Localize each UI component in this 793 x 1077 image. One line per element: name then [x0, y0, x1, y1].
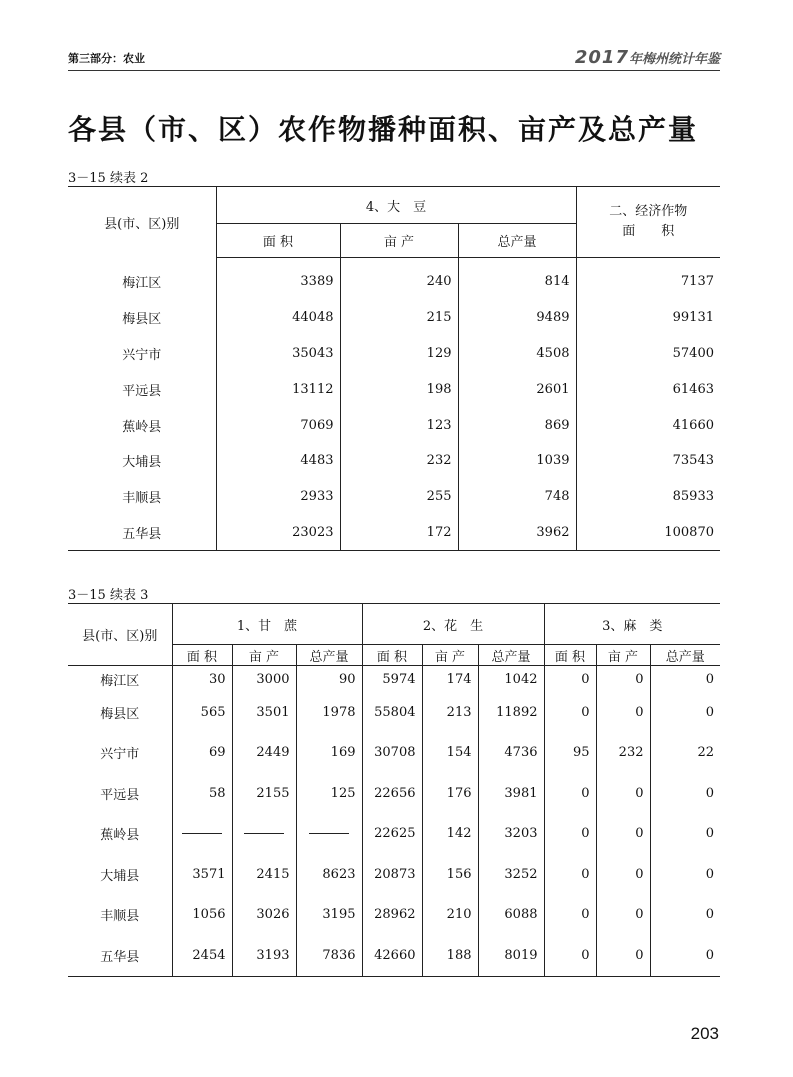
value-cell: 0	[650, 935, 720, 976]
table-row	[68, 407, 720, 443]
table1-caption: 3－15 续表 2	[68, 171, 149, 186]
value-cell: 9489	[458, 300, 576, 336]
table-row	[68, 895, 720, 936]
region-cell: 蕉岭县	[100, 828, 140, 844]
value-cell: 213	[422, 692, 478, 733]
value-cell: 255	[340, 479, 458, 515]
region-cell: 梅县区	[122, 312, 162, 328]
page-title: 各县（市、区）农作物播种面积、亩产及总产量	[68, 113, 699, 146]
value-cell: 73543	[576, 443, 720, 479]
value-cell: 22	[650, 733, 720, 774]
value-cell: 0	[650, 773, 720, 814]
value-cell: 3203	[478, 814, 544, 855]
region-cell: 兴宁市	[122, 347, 162, 363]
value-cell: 174	[422, 666, 478, 693]
value-cell: 85933	[576, 479, 720, 515]
yearbook-label	[575, 47, 720, 68]
subcol-header: 亩 产	[232, 645, 296, 666]
subcol-header: 总产量	[650, 645, 720, 666]
value-cell: 22656	[362, 773, 422, 814]
subcol-header: 总产量	[478, 645, 544, 666]
subcol-header: 亩 产	[340, 224, 458, 258]
value-cell: 1039	[458, 443, 576, 479]
value-cell: 1056	[172, 895, 232, 936]
value-cell: 240	[340, 264, 458, 300]
value-cell: 58	[172, 773, 232, 814]
value-cell: 23023	[216, 515, 340, 551]
yearbook-name: 年梅州统计年鉴	[628, 52, 720, 67]
table-row	[68, 371, 720, 407]
value-cell: 4483	[216, 443, 340, 479]
subcol-header: 总产量	[296, 645, 362, 666]
no-data-dash	[182, 833, 222, 834]
table-row	[68, 733, 720, 774]
value-cell: 0	[544, 666, 596, 693]
row-header: 县(市、区)别	[104, 216, 180, 232]
value-cell: 0	[596, 692, 650, 733]
value-cell: 125	[296, 773, 362, 814]
dash-cell	[296, 814, 362, 855]
value-cell: 123	[340, 407, 458, 443]
value-cell: 69	[172, 733, 232, 774]
value-cell: 41660	[576, 407, 720, 443]
region-cell: 大埔县	[122, 455, 162, 471]
value-cell: 198	[340, 371, 458, 407]
subcol-header: 面 积	[544, 645, 596, 666]
extra-col-header-line2: 面 积	[622, 224, 675, 239]
value-cell: 176	[422, 773, 478, 814]
subcol-header: 面 积	[172, 645, 232, 666]
value-cell: 3193	[232, 935, 296, 976]
value-cell: 0	[544, 854, 596, 895]
group-header: 3、麻 类	[544, 604, 720, 645]
table-row	[68, 935, 720, 976]
value-cell: 61463	[576, 371, 720, 407]
value-cell: 1978	[296, 692, 362, 733]
subcol-header: 总产量	[458, 224, 576, 258]
value-cell: 0	[596, 895, 650, 936]
value-cell: 0	[544, 935, 596, 976]
value-cell: 99131	[576, 300, 720, 336]
value-cell: 172	[340, 515, 458, 551]
value-cell: 0	[596, 666, 650, 693]
value-cell: 3501	[232, 692, 296, 733]
value-cell: 142	[422, 814, 478, 855]
subcol-header: 面 积	[362, 645, 422, 666]
running-header	[68, 48, 720, 71]
table-row	[68, 666, 720, 693]
value-cell: 95	[544, 733, 596, 774]
value-cell: 11892	[478, 692, 544, 733]
table-row	[68, 515, 720, 551]
region-cell: 丰顺县	[100, 909, 140, 925]
table-row	[68, 443, 720, 479]
value-cell: 0	[596, 773, 650, 814]
value-cell: 3000	[232, 666, 296, 693]
group-header: 2、花 生	[362, 604, 544, 645]
region-cell: 五华县	[100, 949, 140, 965]
value-cell: 0	[650, 814, 720, 855]
table-row	[68, 300, 720, 336]
extra-col-header-line1: 二、经济作物	[609, 204, 688, 219]
table1-body	[68, 264, 720, 551]
value-cell: 44048	[216, 300, 340, 336]
region-cell: 大埔县	[100, 868, 140, 884]
value-cell: 2601	[458, 371, 576, 407]
value-cell: 1042	[478, 666, 544, 693]
value-cell: 748	[458, 479, 576, 515]
value-cell: 3389	[216, 264, 340, 300]
value-cell: 210	[422, 895, 478, 936]
value-cell: 7836	[296, 935, 362, 976]
group-header: 1、甘 蔗	[172, 604, 362, 645]
table-row	[68, 479, 720, 515]
value-cell: 5974	[362, 666, 422, 693]
table2-body	[68, 666, 720, 977]
dash-cell	[232, 814, 296, 855]
value-cell: 90	[296, 666, 362, 693]
region-cell: 梅江区	[100, 673, 140, 689]
value-cell: 7137	[576, 264, 720, 300]
value-cell: 20873	[362, 854, 422, 895]
value-cell: 22625	[362, 814, 422, 855]
region-cell: 梅县区	[100, 706, 140, 722]
value-cell: 28962	[362, 895, 422, 936]
group-header: 4、大 豆	[216, 187, 576, 224]
value-cell: 156	[422, 854, 478, 895]
value-cell: 3195	[296, 895, 362, 936]
subcol-header: 亩 产	[596, 645, 650, 666]
value-cell: 0	[650, 692, 720, 733]
value-cell: 154	[422, 733, 478, 774]
value-cell: 0	[544, 895, 596, 936]
value-cell: 55804	[362, 692, 422, 733]
value-cell: 0	[650, 666, 720, 693]
value-cell: 8623	[296, 854, 362, 895]
value-cell: 0	[544, 692, 596, 733]
value-cell: 3962	[458, 515, 576, 551]
value-cell: 30	[172, 666, 232, 693]
table-row	[68, 773, 720, 814]
section-label: 第三部分：农业	[68, 52, 145, 65]
value-cell: 3026	[232, 895, 296, 936]
value-cell: 2415	[232, 854, 296, 895]
region-cell: 五华县	[122, 526, 162, 542]
value-cell: 4736	[478, 733, 544, 774]
value-cell: 232	[596, 733, 650, 774]
value-cell: 0	[544, 814, 596, 855]
value-cell: 0	[650, 854, 720, 895]
subcol-header: 亩 产	[422, 645, 478, 666]
value-cell: 565	[172, 692, 232, 733]
value-cell: 869	[458, 407, 576, 443]
table2-caption: 3－15 续表 3	[68, 588, 149, 603]
region-cell: 蕉岭县	[122, 419, 162, 435]
value-cell: 814	[458, 264, 576, 300]
value-cell: 13112	[216, 371, 340, 407]
value-cell: 129	[340, 336, 458, 372]
region-cell: 平远县	[100, 787, 140, 803]
value-cell: 7069	[216, 407, 340, 443]
table-row	[68, 264, 720, 300]
value-cell: 2933	[216, 479, 340, 515]
value-cell: 0	[544, 773, 596, 814]
value-cell: 35043	[216, 336, 340, 372]
soybean-table	[68, 186, 720, 551]
subcol-header: 面 积	[216, 224, 340, 258]
page-number: 203	[690, 1024, 719, 1043]
value-cell: 2155	[232, 773, 296, 814]
dash-cell	[172, 814, 232, 855]
value-cell: 3252	[478, 854, 544, 895]
value-cell: 0	[596, 935, 650, 976]
value-cell: 30708	[362, 733, 422, 774]
value-cell: 100870	[576, 515, 720, 551]
value-cell: 188	[422, 935, 478, 976]
value-cell: 3981	[478, 773, 544, 814]
value-cell: 232	[340, 443, 458, 479]
value-cell: 42660	[362, 935, 422, 976]
extra-col-header	[576, 187, 720, 258]
value-cell: 2454	[172, 935, 232, 976]
no-data-dash	[244, 833, 284, 834]
value-cell: 4508	[458, 336, 576, 372]
region-cell: 丰顺县	[122, 491, 162, 507]
value-cell: 57400	[576, 336, 720, 372]
region-cell: 兴宁市	[100, 747, 140, 763]
value-cell: 0	[596, 854, 650, 895]
table-row	[68, 814, 720, 855]
table-row	[68, 692, 720, 733]
value-cell: 215	[340, 300, 458, 336]
value-cell: 169	[296, 733, 362, 774]
value-cell: 0	[596, 814, 650, 855]
region-cell: 梅江区	[122, 276, 162, 292]
table-row	[68, 336, 720, 372]
table-row	[68, 854, 720, 895]
value-cell: 2449	[232, 733, 296, 774]
value-cell: 0	[650, 895, 720, 936]
row-header: 县(市、区)别	[68, 604, 172, 666]
region-cell: 平远县	[122, 383, 162, 399]
value-cell: 3571	[172, 854, 232, 895]
crops-table	[68, 603, 720, 977]
no-data-dash	[309, 833, 349, 834]
yearbook-year: 2017	[574, 47, 629, 68]
value-cell: 6088	[478, 895, 544, 936]
value-cell: 8019	[478, 935, 544, 976]
